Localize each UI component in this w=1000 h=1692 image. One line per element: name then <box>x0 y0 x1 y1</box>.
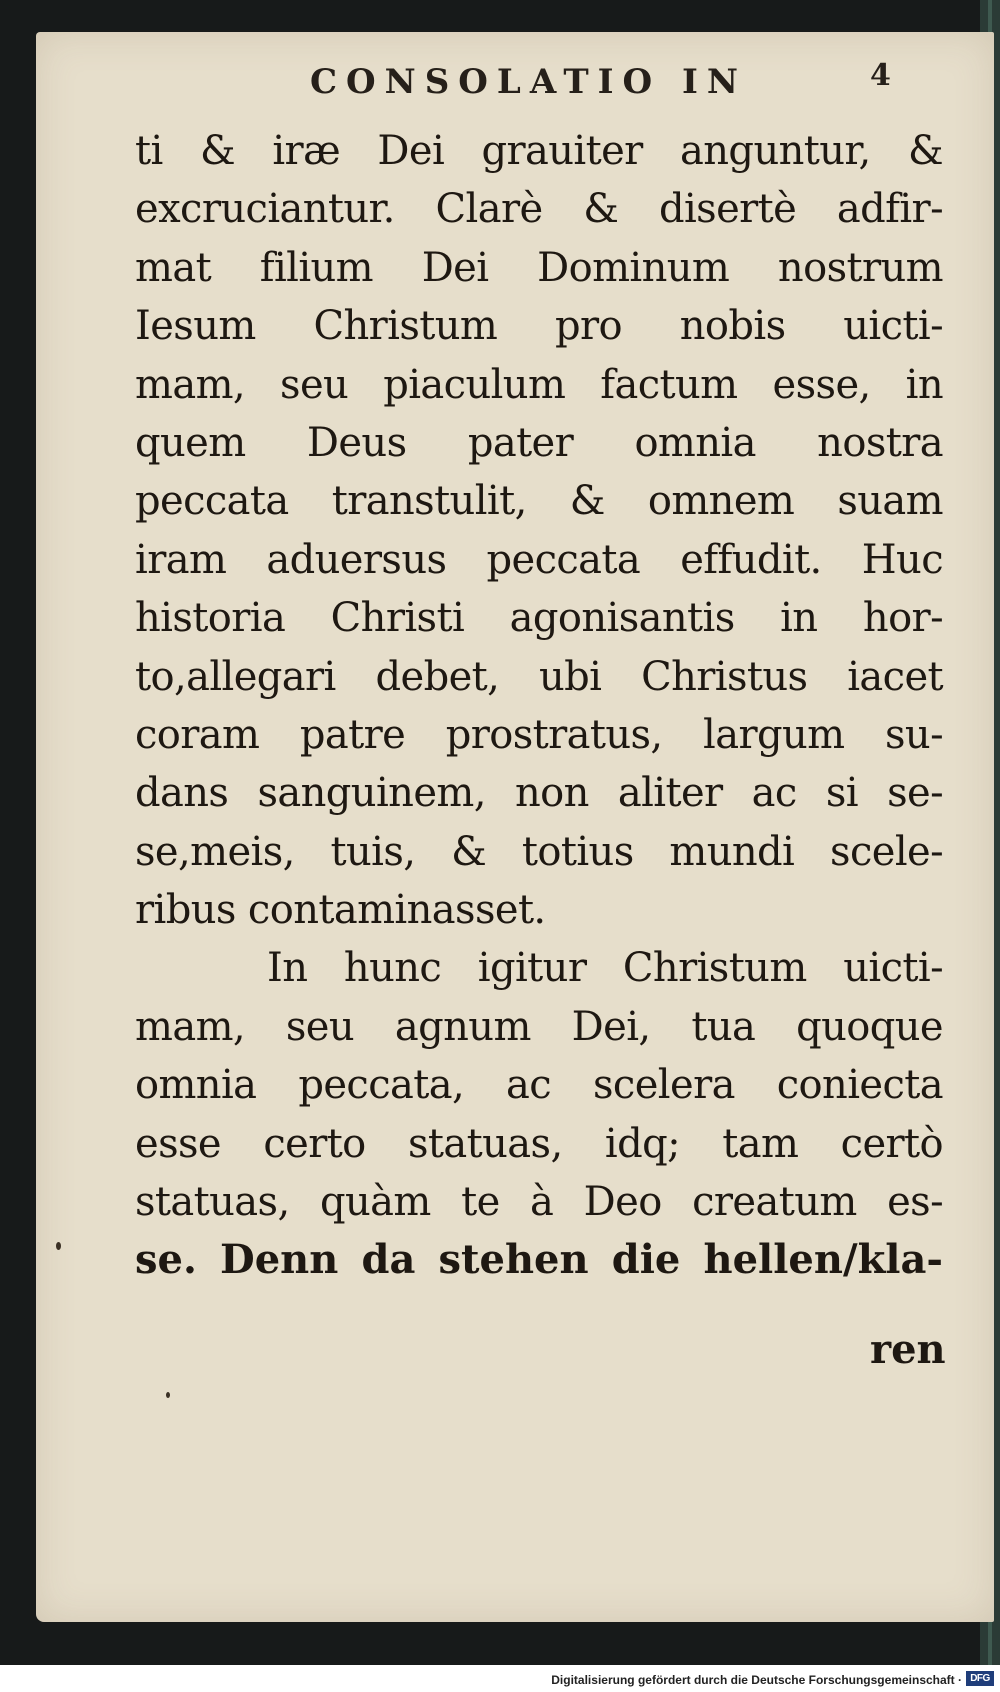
text-line: historia Christi agonisantis in hor- <box>135 595 943 642</box>
text-line: coram patre prostratus, largum su- <box>135 711 943 758</box>
text-line: In hunc igitur Christum uicti- <box>267 945 943 992</box>
catchword: ren <box>870 1326 946 1373</box>
text-line: mam, seu agnum Dei, tua quoque <box>135 1003 943 1050</box>
text-line: se. Denn da stehen die hellen/kla- <box>135 1236 943 1284</box>
text-line: mat filium Dei Dominum nostrum <box>135 244 943 291</box>
text-line: to,allegari debet, ubi Christus iacet <box>135 653 943 700</box>
running-head <box>310 62 770 102</box>
text-line: se,meis, tuis, & totius mundi scele- <box>135 828 943 875</box>
text-line: quem Deus pater omnia nostra <box>135 419 943 466</box>
text-line: Iesum Christum pro nobis uicti- <box>135 303 943 350</box>
dfg-logo: DFG <box>966 1671 994 1686</box>
text-line: esse certo statuas, idq; tam certò <box>135 1120 943 1167</box>
funding-credit: Digitalisierung gefördert durch die Deutsche Forschungsgemeinschaft · <box>551 1673 962 1687</box>
text-line: statuas, quàm te à Deo creatum es- <box>135 1179 943 1226</box>
ink-speck <box>56 1242 61 1250</box>
text-line: omnia peccata, ac scelera coniecta <box>135 1062 943 1109</box>
text-line: excruciantur. Clarè & disertè adfir- <box>135 186 943 233</box>
text-line: peccata transtulit, & omnem suam <box>135 478 943 525</box>
text-line: ti & iræ Dei grauiter anguntur, & <box>135 128 943 174</box>
text-line: mam, seu piaculum factum esse, in <box>135 361 943 408</box>
running-title: CONSOLATIO IN <box>310 62 747 102</box>
text-line: iram aduersus peccata effudit. Huc <box>135 536 943 583</box>
text-line: dans sanguinem, non aliter ac si se- <box>135 770 943 817</box>
text-line: ribus contaminasset. <box>135 887 546 934</box>
body-text <box>135 122 943 1290</box>
folio-number: 4 <box>870 58 891 93</box>
ink-speck <box>166 1392 170 1398</box>
